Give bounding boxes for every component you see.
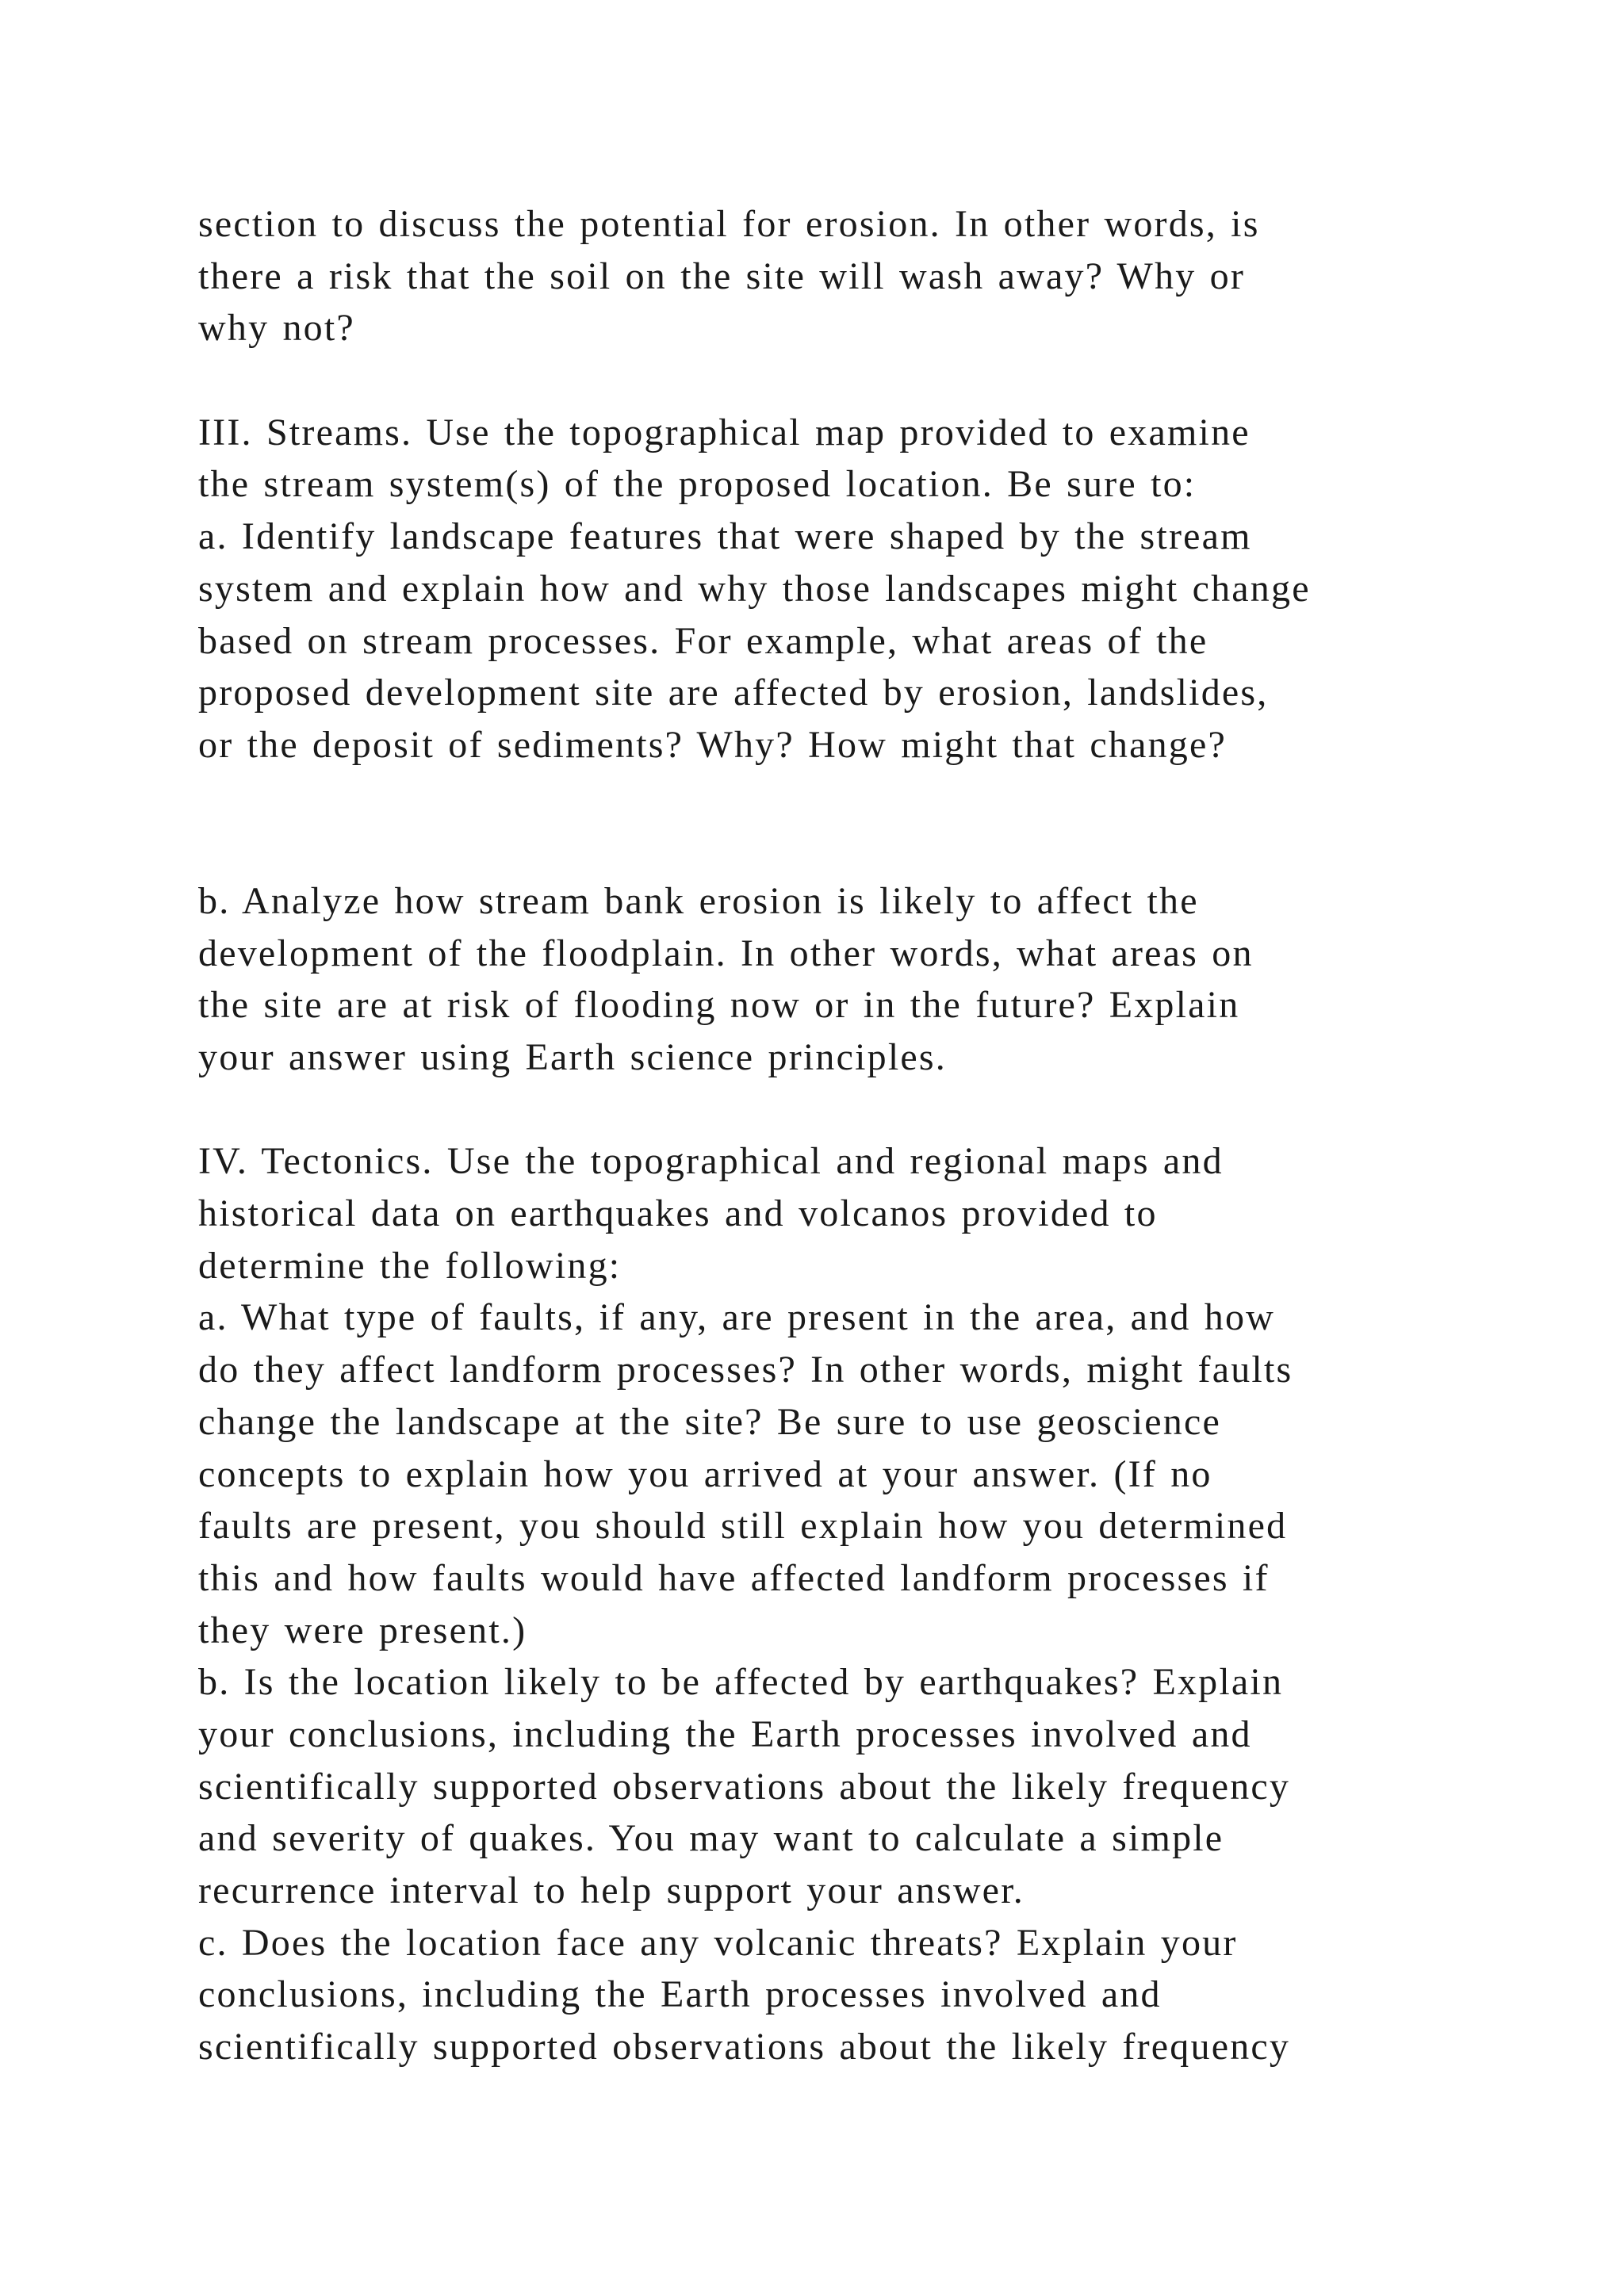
- text-line: [198, 1084, 1499, 1136]
- text-line: faults are present, you should still explain how you determined: [198, 1505, 1288, 1548]
- text-line: development of the floodplain. In other words, what areas on: [198, 932, 1254, 974]
- text-line: or the deposit of sediments? Why? How might that change?: [198, 723, 1228, 766]
- text-line: [198, 823, 1499, 875]
- text-line: your answer using Earth science principles.: [198, 1036, 947, 1078]
- text-line: historical data on earthquakes and volcanos provided to: [198, 1192, 1158, 1235]
- text-line: scientifically supported observations about the likely frequency: [198, 2026, 1291, 2068]
- text-line: b. Analyze how stream bank erosion is likely to affect the: [198, 879, 1199, 922]
- text-line: section to discuss the potential for erosion. In other words, is: [198, 203, 1260, 245]
- section-heading-tectonics: IV. Tectonics. Use the topographical and regional maps and: [198, 1140, 1224, 1183]
- text-line: recurrence interval to help support your answer.: [198, 1869, 1025, 1911]
- text-line: system and explain how and why those landscapes might change: [198, 567, 1311, 610]
- text-line: proposed development site are affected by erosion, landslides,: [198, 672, 1269, 714]
- text-line: there a risk that the soil on the site will wash away? Why or: [198, 254, 1246, 297]
- section-heading-streams: III. Streams. Use the topographical map provided to examine: [198, 411, 1251, 453]
- text-line: change the landscape at the site? Be sure to use geoscience: [198, 1400, 1221, 1443]
- text-line: they were present.): [198, 1609, 527, 1651]
- text-line: concepts to explain how you arrived at your answer. (If no: [198, 1452, 1212, 1495]
- text-line: your conclusions, including the Earth processes involved and: [198, 1712, 1252, 1755]
- text-line: scientifically supported observations about the likely frequency: [198, 1765, 1291, 1808]
- text-line: [198, 354, 1499, 407]
- text-line: a. Identify landscape features that were shaped by the stream: [198, 515, 1252, 558]
- document-text: [198, 198, 1499, 2073]
- text-line: this and how faults would have affected landform processes if: [198, 1556, 1270, 1599]
- text-line: conclusions, including the Earth processes involved and: [198, 1973, 1162, 2016]
- text-line: [198, 771, 1499, 824]
- text-line: b. Is the location likely to be affected by earthquakes? Explain: [198, 1661, 1284, 1704]
- text-line: determine the following:: [198, 1244, 622, 1287]
- text-line: do they affect landform processes? In other words, might faults: [198, 1349, 1293, 1391]
- text-line: based on stream processes. For example, what areas of the: [198, 619, 1208, 662]
- text-line: and severity of quakes. You may want to calculate a simple: [198, 1817, 1224, 1860]
- text-line: c. Does the location face any volcanic threats? Explain your: [198, 1921, 1238, 1964]
- text-line: the site are at risk of flooding now or in the future? Explain: [198, 984, 1240, 1027]
- text-line: a. What type of faults, if any, are present in the area, and how: [198, 1296, 1276, 1339]
- text-line: why not?: [198, 307, 355, 350]
- text-line: the stream system(s) of the proposed location. Be sure to:: [198, 463, 1197, 506]
